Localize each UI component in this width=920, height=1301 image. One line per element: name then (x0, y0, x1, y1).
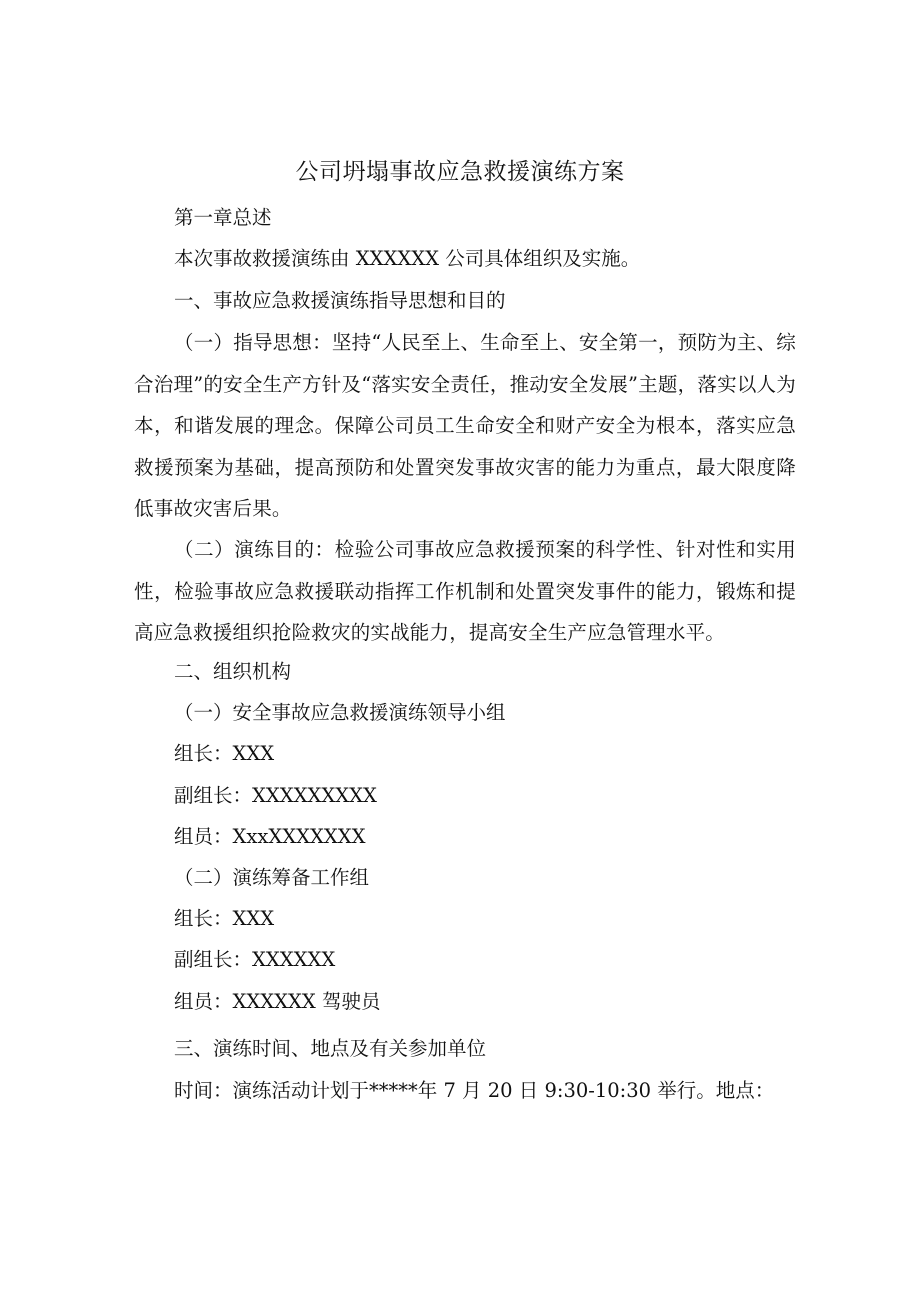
preparation-group-leader: 组长：XXX (174, 907, 275, 930)
document-title: 公司坍塌事故应急救援演练方案 (295, 159, 625, 185)
leadership-group-leader: 组长：XXX (174, 742, 275, 765)
preparation-group-members: 组员：XXXXXX 驾驶员 (174, 990, 381, 1013)
chapter-heading: 第一章总述 (174, 206, 272, 229)
leadership-group-deputy: 副组长：XXXXXXXXX (174, 784, 377, 807)
section-3-heading: 三、演练时间、地点及有关参加单位 (174, 1037, 487, 1060)
intro-paragraph: 本次事故救援演练由 XXXXXX 公司具体组织及实施。 (174, 247, 641, 270)
leadership-group-heading: （一）安全事故应急救援演练领导小组 (174, 701, 506, 724)
preparation-group-deputy: 副组长：XXXXXX (174, 948, 336, 971)
section-2-heading: 二、组织机构 (174, 660, 292, 683)
leadership-group-members: 组员：XxxXXXXXXX (174, 825, 366, 848)
section-1-heading: 一、事故应急救援演练指导思想和目的 (174, 289, 506, 312)
guiding-ideology-paragraph: （一）指导思想：坚持“人民至上、生命至上、安全第一，预防为主、综合治理”的安全生产方针及“落实安全责任，推动安全发展”主题，落实以人为本，和谐发展的理念。保障公司员工生命安全和财产安全为根本，落实应急救援预案为基础，提高预防和处置突发事故灾害的能力为重点，最大限度降低事故灾害后果。 (134, 331, 796, 520)
preparation-group-heading: （二）演练筹备工作组 (174, 866, 370, 889)
drill-time-line: 时间：演练活动计划于*****年 7 月 20 日 9:30-10:30 举行。地点： (174, 1079, 775, 1102)
drill-purpose-paragraph: （二）演练目的：检验公司事故应急救援预案的科学性、针对性和实用性，检验事故应急救援联动指挥工作机制和处置突发事件的能力，锻炼和提高应急救援组织抢险救灾的实战能力，提高安全生产应急管理水平。 (134, 538, 796, 644)
